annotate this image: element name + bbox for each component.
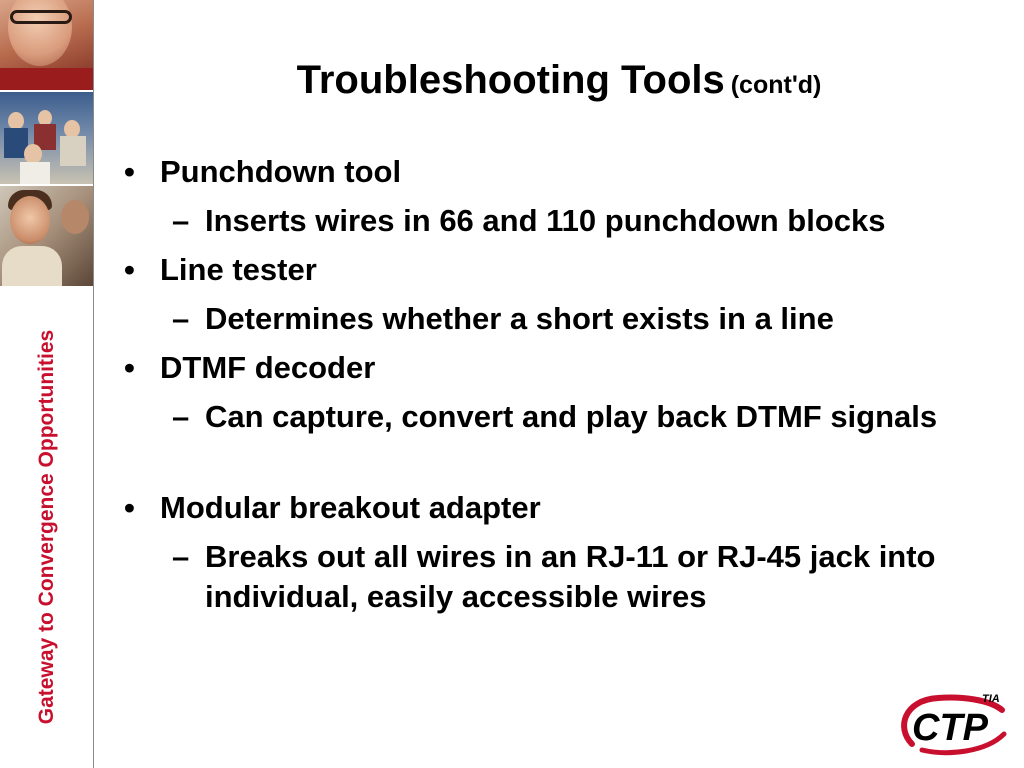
- bullet-marker: •: [124, 154, 135, 189]
- logo-text: CTP: [912, 707, 988, 749]
- bullet-marker: •: [124, 252, 135, 287]
- sub-bullet-marker: –: [172, 399, 190, 434]
- sub-bullet-marker: –: [172, 203, 190, 238]
- sub-bullet-text: Determines whether a short exists in a line: [205, 301, 834, 336]
- sub-bullet-text: Can capture, convert and play back DTMF signals: [205, 399, 938, 434]
- bullet-text: DTMF decoder: [160, 350, 376, 385]
- bullet-text: Punchdown tool: [160, 154, 402, 189]
- sub-bullet-text: Inserts wires in 66 and 110 punchdown blocks: [205, 203, 886, 238]
- sub-bullet-marker: –: [172, 539, 190, 574]
- vertical-tagline: Gateway to Convergence Opportunities: [35, 329, 58, 725]
- logo-superscript: TIA: [982, 693, 1000, 705]
- ctp-logo: [898, 688, 1010, 758]
- sub-bullet-text: Breaks out all wires in an RJ-11 or RJ-45 jack into individual, easily accessible wires: [205, 539, 936, 614]
- sub-bullet-marker: –: [172, 301, 190, 336]
- bullet-text: Line tester: [160, 252, 317, 287]
- bullet-text: Modular breakout adapter: [160, 490, 541, 525]
- title-subtitle: (cont'd): [730, 71, 822, 99]
- title-main: Troubleshooting Tools: [296, 58, 725, 102]
- bullet-marker: •: [124, 490, 135, 525]
- bullet-marker: •: [124, 350, 135, 385]
